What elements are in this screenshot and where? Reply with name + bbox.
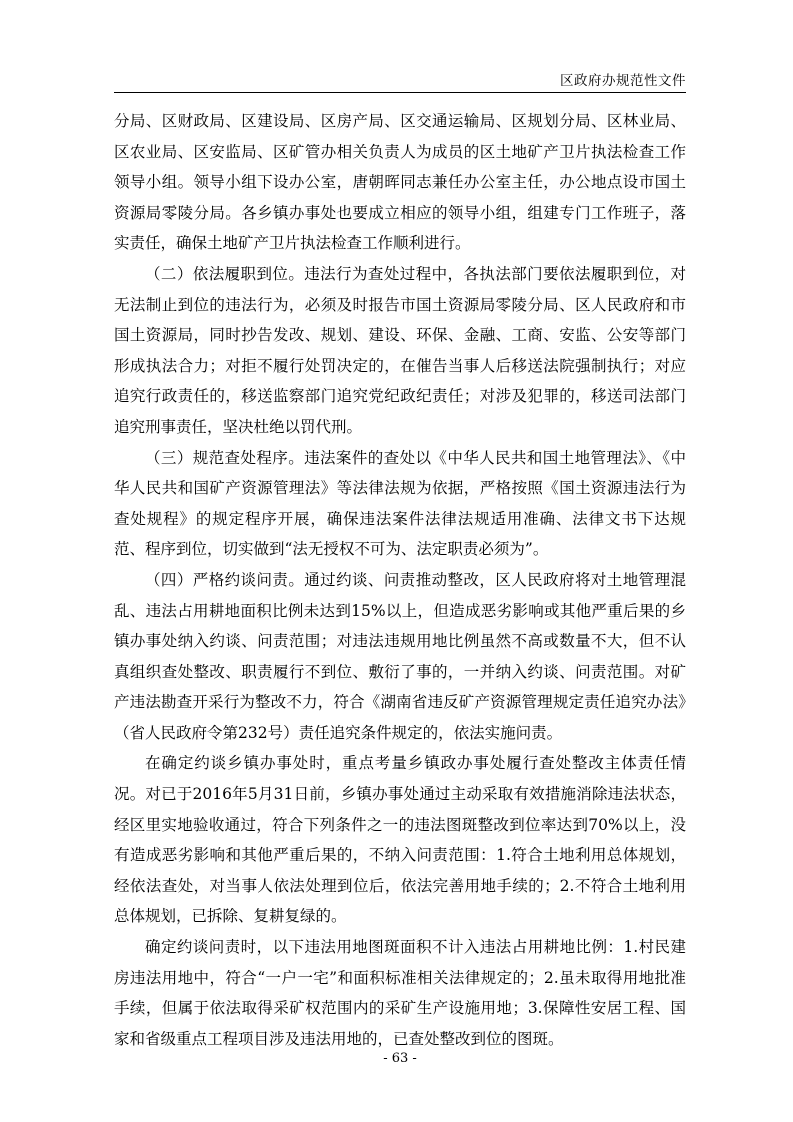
page-header bbox=[114, 66, 686, 93]
paragraph-exclusions: 确定约谈问责时，以下违法用地图斑面积不计入违法占用耕地比例：1.村民建房违法用地中，符合“一户一宅”和面积标准相关法律规定的；2.虽未取得用地批准手续，但属于依法取得采矿权范围内的采矿生产设施用地；3.保障性安居工程、国家和省级重点工程项目涉及违法用地的，已查处整改到位的图斑。 bbox=[114, 938, 686, 1048]
header-title: 区政府办规范性文件 bbox=[560, 73, 686, 89]
paragraph-procedure: （三）规范查处程序。违法案件的查处以《中华人民共和国土地管理法》、《中华人民共和国矿产资源管理法》等法律法规为依据，严格按照《国土资源违法行为查处规程》的规定程序开展，确保违法案件法律法规适用准确、法律文书下达规范、程序到位，切实做到“法无授权不可为、法定职责必须为”。 bbox=[114, 448, 686, 559]
document-body bbox=[114, 106, 686, 1054]
paragraph-lawful-duty: （二）依法履职到位。违法行为查处过程中，各执法部门要依法履职到位，对无法制止到位的违法行为，必须及时报告市国土资源局零陵分局、区人民政府和市国土资源局，同时抄告发改、规划、建设、环保、金融、工商、安监、公安等部门形成执法合力；对拒不履行处罚决定的，在催告当事人后移送法院强制执行；对应追究行政责任的，移送监察部门追究党纪政纪责任；对涉及犯罪的，移送司法部门追究刑事责任，坚决杜绝以罚代刑。 bbox=[114, 264, 686, 436]
page-number: - 63 - bbox=[383, 1051, 417, 1066]
paragraph-accountability: （四）严格约谈问责。通过约谈、问责推动整改，区人民政府将对土地管理混乱、违法占用耕地面积比例未达到15%以上，但造成恶劣影响或其他严重后果的乡镇办事处纳入约谈、问责范围；对违法违规用地比例虽然不高或数量不大，但不认真组织查处整改、职责履行不到位、敷衍了事的，一并纳入约谈、问责范围。对矿产违法勘查开采行为整改不力，符合《湖南省违反矿产资源管理规定责任追究办法》（省人民政府令第232号）责任追究条件规定的，依法实施问责。 bbox=[114, 570, 686, 742]
paragraph-interview-criteria: 在确定约谈乡镇办事处时，重点考量乡镇政办事处履行查处整改主体责任情况。对已于2016年5月31日前，乡镇办事处通过主动采取有效措施消除违法状态，经区里实地验收通过，符合下列条件之一的违法图斑整改到位率达到70%以上，没有造成恶劣影响和其他严重后果的，不纳入问责范围：1.符合土地利用总体规划，经依法查处，对当事人依法处理到位后，依法完善用地手续的；2.不符合土地利用总体规划，已拆除、复耕复绿的。 bbox=[114, 754, 686, 926]
paragraph-continuation: 分局、区财政局、区建设局、区房产局、区交通运输局、区规划分局、区林业局、区农业局、区安监局、区矿管办相关负责人为成员的区土地矿产卫片执法检查工作领导小组。领导小组下设办公室，唐朝晖同志兼任办公室主任，办公地点设市国土资源局零陵分局。各乡镇办事处也要成立相应的领导小组，组建专门工作班子，落实责任，确保土地矿产卫片执法检查工作顺利进行。 bbox=[114, 112, 686, 253]
